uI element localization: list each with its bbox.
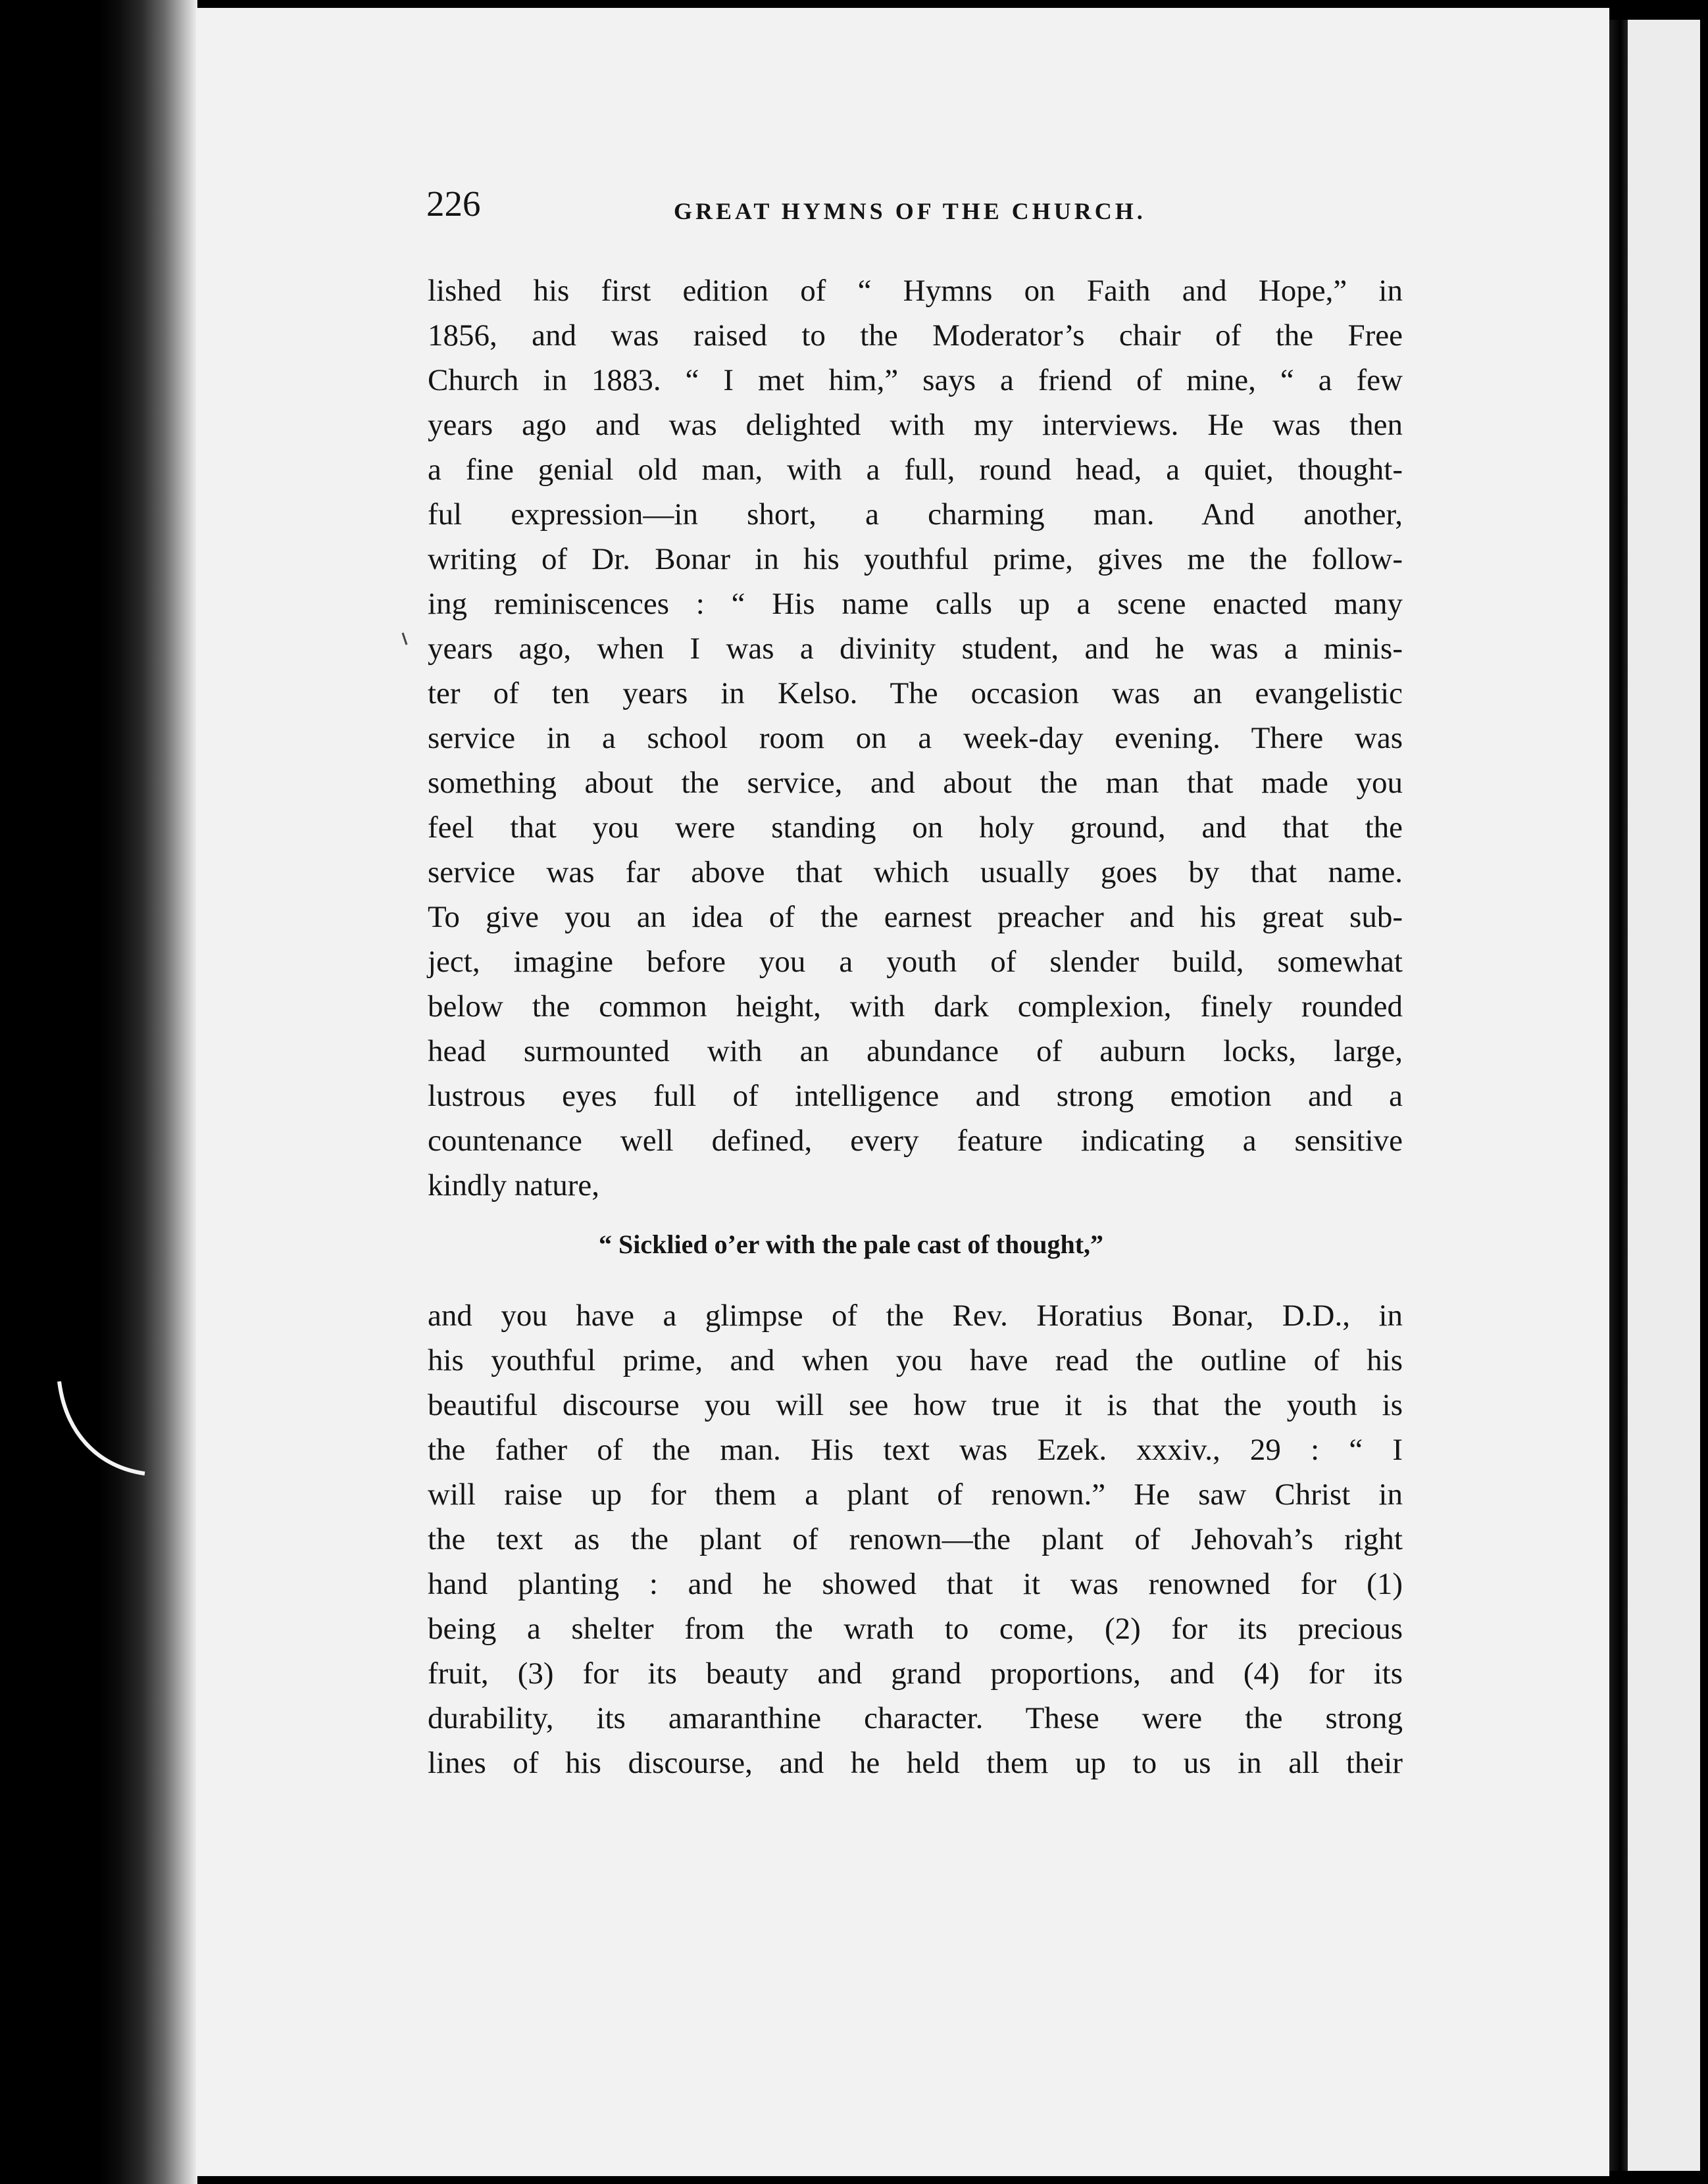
- text-line: beautiful discourse you will see how true it is that the youth is: [428, 1388, 1403, 1422]
- page-gutter: [1609, 20, 1628, 2171]
- text-line: the father of the man. His text was Ezek. xxxiv., 29 : “ I: [428, 1433, 1403, 1467]
- text-line: service in a school room on a week-day evening. There was: [428, 721, 1403, 755]
- text-line: lustrous eyes full of intelligence and strong emotion and a: [428, 1079, 1403, 1113]
- text-line: below the common height, with dark complexion, finely rounded: [428, 989, 1403, 1024]
- text-line: countenance well defined, every feature indicating a sensitive: [428, 1124, 1403, 1158]
- facing-page-edge: [1628, 20, 1700, 2171]
- text-line: ject, imagine before you a youth of slender build, somewhat: [428, 945, 1403, 979]
- text-line: writing of Dr. Bonar in his youthful prime, gives me the follow-: [428, 542, 1403, 576]
- block-quotation: “ Sicklied o’er with the pale cast of thought,”: [599, 1229, 1104, 1259]
- text-line: service was far above that which usually goes by that name.: [428, 855, 1403, 889]
- text-line: kindly nature,: [428, 1168, 600, 1203]
- text-line: ing reminiscences : “ His name calls up a scene enacted many: [428, 587, 1403, 621]
- text-line: head surmounted with an abundance of auburn locks, large,: [428, 1034, 1403, 1068]
- text-line: To give you an idea of the earnest preacher and his great sub-: [428, 900, 1403, 934]
- text-line: something about the service, and about the man that made you: [428, 766, 1403, 800]
- text-line: fruit, (3) for its beauty and grand proportions, and (4) for its: [428, 1656, 1403, 1691]
- text-line: a fine genial old man, with a full, round head, a quiet, thought-: [428, 453, 1403, 487]
- scan-mark-tick: [400, 630, 413, 650]
- text-line: will raise up for them a plant of renown.” He saw Christ in: [428, 1477, 1403, 1512]
- paragraph-2: [428, 1293, 1403, 1785]
- text-line: Church in 1883. “ I met him,” says a friend of mine, “ a few: [428, 363, 1403, 397]
- running-head: GREAT HYMNS OF THE CHURCH.: [674, 198, 1146, 224]
- text-line: years ago, when I was a divinity student, and he was a minis-: [428, 632, 1403, 666]
- text-line: and you have a glimpse of the Rev. Horatius Bonar, D.D., in: [428, 1299, 1403, 1333]
- text-line: feel that you were standing on holy ground, and that the: [428, 810, 1403, 845]
- text-line: ter of ten years in Kelso. The occasion was an evangelistic: [428, 676, 1403, 710]
- text-line: being a shelter from the wrath to come, (2) for its precious: [428, 1612, 1403, 1646]
- paragraph-1: [428, 268, 1403, 1208]
- text-line: the text as the plant of renown—the plant of Jehovah’s right: [428, 1522, 1403, 1556]
- text-line: years ago and was delighted with my interviews. He was then: [428, 408, 1403, 442]
- text-line: durability, its amaranthine character. These were the strong: [428, 1701, 1403, 1735]
- scan-mark-curve: [39, 1375, 158, 1493]
- text-line: hand planting : and he showed that it was renowned for (1): [428, 1567, 1403, 1601]
- text-line: lished his first edition of “ Hymns on Faith and Hope,” in: [428, 274, 1403, 308]
- page-number: 226: [426, 184, 481, 224]
- text-line: 1856, and was raised to the Moderator’s chair of the Free: [428, 318, 1403, 353]
- book-spine-edge: [0, 0, 197, 2184]
- text-line: lines of his discourse, and he held them up to us in all their: [428, 1746, 1403, 1780]
- text-line: ful expression—in short, a charming man. And another,: [428, 497, 1403, 532]
- text-line: his youthful prime, and when you have read the outline of his: [428, 1343, 1403, 1377]
